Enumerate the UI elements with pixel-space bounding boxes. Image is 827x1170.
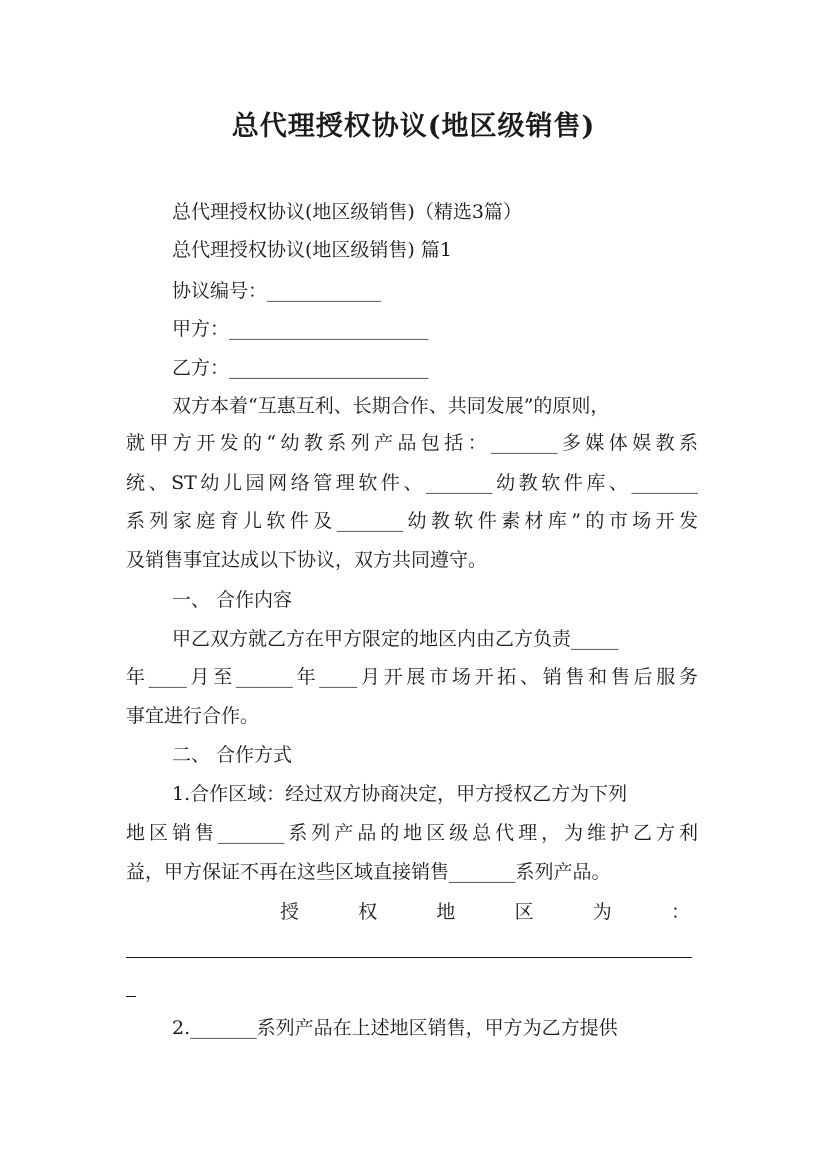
document-title: 总代理授权协议(地区级销售) <box>231 111 596 142</box>
intro-line-5: 及销售事宜达成以下协议，双方共同遵守。 <box>126 549 488 571</box>
section-1-line-1: 甲乙双方就乙方在甲方限定的地区内由乙方负责_____ <box>172 628 619 650</box>
intro-line-2: 就甲方开发的“幼教系列产品包括：_______多媒体娱教系 <box>126 432 698 454</box>
section-2-heading: 二、 合作方式 <box>172 744 293 766</box>
part-heading: 总代理授权协议(地区级销售) 篇1 <box>172 239 452 261</box>
party-b-line: 乙方：_____________________ <box>172 357 429 379</box>
agreement-number-line: 协议编号：____________ <box>172 280 382 302</box>
authorized-region-blank <box>126 957 692 958</box>
item-1-line-3: 益，甲方保证不再在这些区域直接销售_______系列产品。 <box>126 861 611 883</box>
document-subtitle: 总代理授权协议(地区级销售)（精选3篇） <box>172 201 522 223</box>
section-1-heading: 一、 合作内容 <box>172 589 293 611</box>
party-a-line: 甲方：_____________________ <box>172 318 429 340</box>
section-1-line-2: 年____月至______年____月开展市场开拓、销售和售后服务 <box>126 666 698 688</box>
item-1-line-1: 1.合作区域：经过双方协商决定，甲方授权乙方为下列 <box>172 783 628 805</box>
section-1-line-3: 事宜进行合作。 <box>126 705 260 727</box>
item-2-line-1: 2._______系列产品在上述地区销售，甲方为乙方提供 <box>172 1017 618 1039</box>
intro-line-4: 系列家庭育儿软件及_______幼教软件素材库”的市场开发 <box>126 510 698 532</box>
authorized-region-blank-continuation <box>126 996 136 997</box>
intro-line-1: 双方本着“互惠互利、长期合作、共同发展”的原则， <box>172 395 610 417</box>
intro-line-3: 统、ST幼儿园网络管理软件、_______幼教软件库、_______ <box>126 472 698 494</box>
authorized-region-label: 授权地区为： <box>280 901 690 923</box>
item-1-line-2: 地区销售_______系列产品的地区级总代理，为维护乙方利 <box>126 822 698 844</box>
